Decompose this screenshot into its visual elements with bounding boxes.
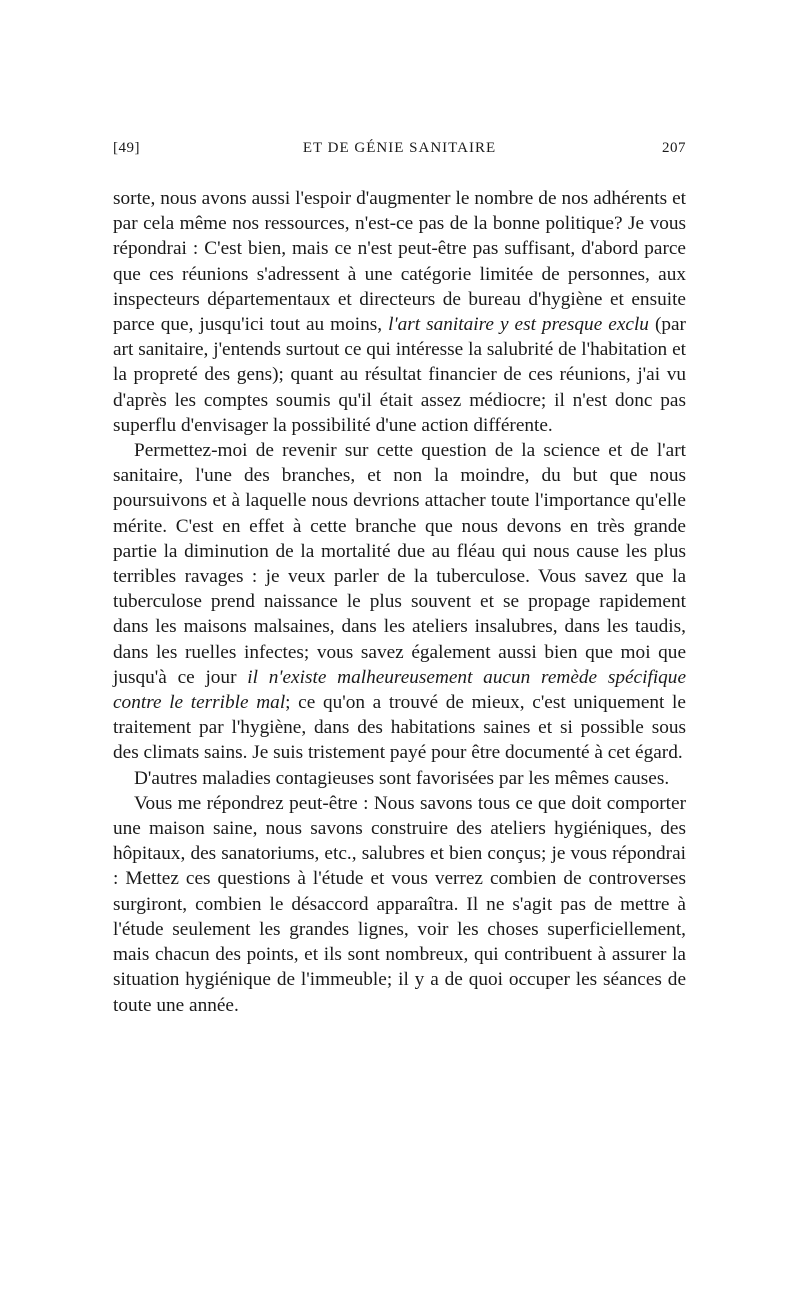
paragraph-2-italic-phrase: il n'existe malheureusement aucun remède spécifique contre le terrible mal	[113, 666, 687, 714]
running-header	[113, 140, 686, 162]
paragraph-2-text-end: ; ce qu'on a trouvé de mieux, c'est uniquement le traitement par l'hygiène, dans des habitations saines et si possible sous des climats sains. Je suis tristement payé pour être documenté à cet égard.	[113, 692, 686, 764]
section-marker: [49]	[113, 140, 140, 156]
paragraph-1-text-start: sorte, nous avons aussi l'espoir d'augmenter le nombre de nos adhérents et par cela même nos ressources, n'est-ce pas de la bonne politique? Je vous répondrai : C'est bien, mais ce n'est peut-être pas suffisant, d'abord parce que ces réunions s'adressent à une catégorie limitée de personnes, aux inspecteurs départementaux et directeurs de bureau d'hygiène et ensuite parce que, jusqu'ici tout au moins,	[113, 188, 686, 336]
paragraph-2	[113, 438, 686, 766]
paragraph-1-text-end: (par art sanitaire, j'entends surtout ce qui intéresse la salubrité de l'habitation et la propreté des gens); quant au résultat financier de ces réunions, j'ai vu d'après les comptes soumis qu'il était assez médiocre; il n'est donc pas superflu d'envisager la possibilité d'une action différente.	[113, 314, 686, 436]
paragraph-3	[113, 766, 686, 791]
paragraph-4-text: Vous me répondrez peut-être : Nous savons tous ce que doit comporter une maison saine, nous savons construire des ateliers hygiéniques, des hôpitaux, des sanatoriums, etc., salubres et bien conçus; je vous répondrai : Mettez ces questions à l'étude et vous verrez combien de controverses surgiront, combien le désaccord apparaîtra. Il ne s'agit pas de mettre à l'étude seulement les grandes lignes, voir les choses superficiellement, mais chacun des points, et ils sont nombreux, qui contribuent à assurer la situation hygiénique de l'immeuble; il y a de quoi occuper les séances de toute une année.	[113, 792, 686, 1016]
paragraph-1-italic-phrase: l'art sanitaire y est presque exclu	[388, 314, 649, 336]
page-number: 207	[662, 140, 686, 156]
book-page	[113, 140, 686, 1018]
paragraph-3-text: D'autres maladies contagieuses sont favorisées par les mêmes causes.	[134, 767, 670, 789]
body-text	[113, 186, 686, 1018]
paragraph-4	[113, 791, 686, 1018]
paragraph-2-text-start: Permettez-moi de revenir sur cette question de la science et de l'art sanitaire, l'une des branches, et non la moindre, du but que nous poursuivons et à laquelle nous devrions attacher toute l'importance qu'elle mérite. C'est en effet à cette branche que nous devons en très grande partie la diminution de la mortalité due au fléau qui nous cause les plus terribles ravages : je veux parler de la tuberculose. Vous savez que la tuberculose prend naissance le plus souvent et se propage rapidement dans les maisons malsaines, dans les ateliers insalubres, dans les taudis, dans les ruelles infectes; vous savez également aussi bien que moi que jusqu'à ce jour	[113, 440, 686, 688]
paragraph-1	[113, 186, 686, 438]
running-title: ET DE GÉNIE SANITAIRE	[302, 140, 497, 156]
